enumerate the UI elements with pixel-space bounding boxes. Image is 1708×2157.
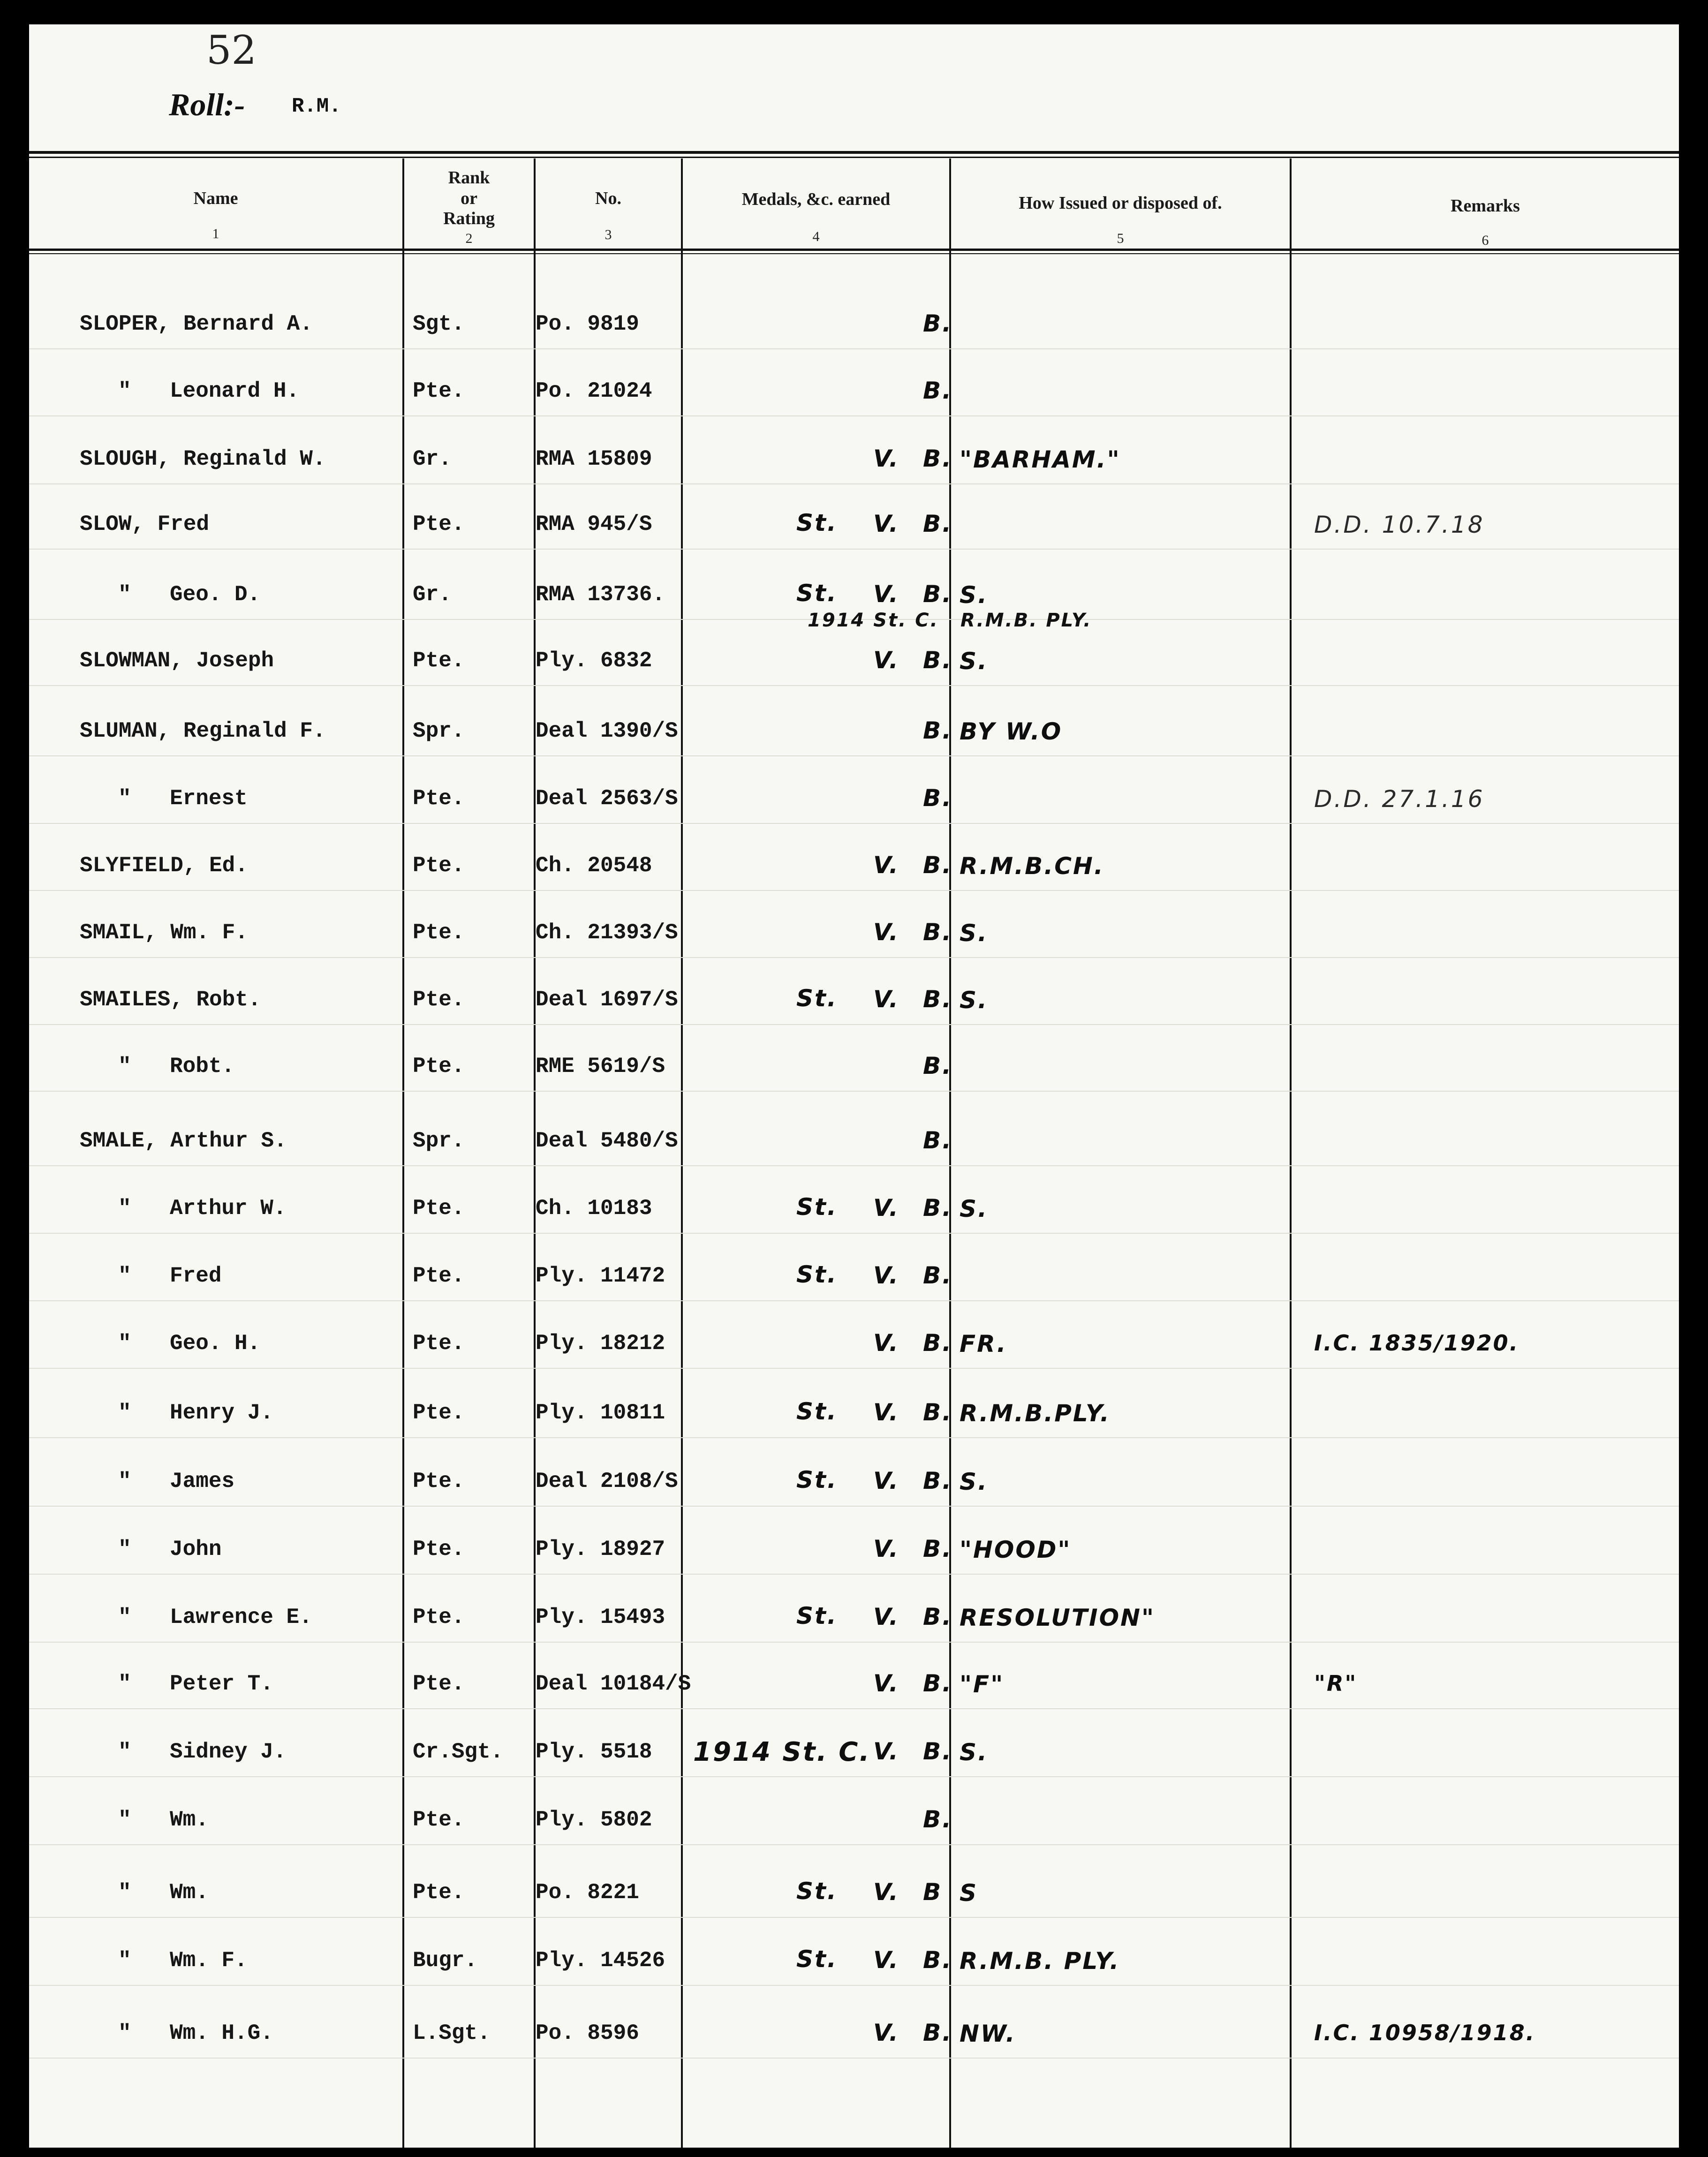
- entry-name: ": [118, 1401, 131, 1425]
- medal-victory: V.: [873, 1194, 899, 1222]
- entry-given-name: Wm.: [170, 1880, 209, 1905]
- medal-star: 1914 St. C.: [693, 1737, 871, 1767]
- medal-british: B.: [923, 1946, 953, 1974]
- entry-rank: Pte.: [413, 1672, 465, 1696]
- how-issued: NW.: [960, 2020, 1016, 2047]
- medal-star: St.: [796, 985, 838, 1012]
- entry-service-number: Deal 2108/S: [536, 1469, 678, 1493]
- remarks: "R": [1314, 1671, 1358, 1696]
- ruled-line: [29, 1844, 1679, 1845]
- how-issued: S.: [960, 987, 989, 1014]
- medal-victory: V.: [873, 1535, 899, 1562]
- ruled-line: [29, 1776, 1679, 1777]
- entry-rank: Pte.: [413, 1401, 465, 1425]
- entry-name: ": [118, 1880, 131, 1905]
- ruled-line: [29, 1368, 1679, 1369]
- rank-header-line: Rating: [443, 209, 495, 229]
- entry-rank: Pte.: [413, 786, 465, 811]
- column-number: 1: [212, 226, 219, 241]
- medal-star: St.: [796, 1261, 838, 1288]
- entry-service-number: Ply. 15493: [536, 1605, 665, 1629]
- entry-name: ": [118, 379, 131, 403]
- entry-name: ": [118, 582, 131, 607]
- medal-victory: V.: [873, 1603, 899, 1630]
- header-bottom-rule-thin: [29, 253, 1679, 254]
- ruled-line: [29, 348, 1679, 349]
- column-number: 2: [465, 231, 473, 246]
- column-number: 4: [812, 229, 820, 244]
- ruled-line: [29, 823, 1679, 824]
- entry-rank: Pte.: [413, 1331, 465, 1356]
- entry-name: SLYFIELD, Ed.: [80, 853, 248, 878]
- column-number: 6: [1481, 233, 1489, 248]
- medal-british: B.: [923, 852, 953, 879]
- entry-rank: Cr.Sgt.: [413, 1740, 504, 1764]
- how-issued: "F": [960, 1671, 1005, 1698]
- roll-label: Roll:-: [169, 87, 245, 122]
- entry-given-name: Wm. F.: [170, 1948, 248, 1973]
- entry-service-number: RMA 15809: [536, 447, 652, 471]
- medal-star: St.: [796, 580, 838, 607]
- entry-name: ": [118, 1740, 131, 1764]
- entry-service-number: Deal 10184/S: [536, 1672, 691, 1696]
- ruled-line: [29, 1708, 1679, 1709]
- entry-service-number: Ch. 20548: [536, 853, 652, 878]
- medal-british: B.: [923, 1127, 953, 1154]
- medal-british: B.: [923, 986, 953, 1013]
- column-number: 5: [1117, 231, 1124, 246]
- entry-service-number: RMA 945/S: [536, 512, 652, 536]
- remarks: D.D. 10.7.18: [1314, 511, 1485, 538]
- medal-victory: V.: [873, 445, 899, 472]
- ruled-line: [29, 1506, 1679, 1507]
- entry-name: SLOWMAN, Joseph: [80, 649, 274, 673]
- how-issued: S.: [960, 1195, 989, 1222]
- medal-victory: V.: [873, 1399, 899, 1426]
- entry-service-number: Po. 8596: [536, 2021, 639, 2045]
- entry-rank: Gr.: [413, 582, 452, 607]
- top-rule: [29, 151, 1679, 154]
- entry-rank: Pte.: [413, 1196, 465, 1221]
- medal-victory: V.: [873, 1329, 899, 1357]
- entry-service-number: Deal 1697/S: [536, 988, 678, 1012]
- entry-given-name: Lawrence E.: [170, 1605, 312, 1629]
- entry-rank: Pte.: [413, 1537, 465, 1561]
- how-issued: S.: [960, 920, 989, 947]
- ruled-line: [29, 685, 1679, 686]
- entry-given-name: Sidney J.: [170, 1740, 287, 1764]
- ruled-line: [29, 1091, 1679, 1092]
- entry-rank: Pte.: [413, 649, 465, 673]
- entry-service-number: RME 5619/S: [536, 1054, 665, 1078]
- column-number: 3: [605, 227, 612, 242]
- medal-star: St.: [796, 1398, 838, 1425]
- entry-given-name: Leonard H.: [170, 379, 300, 403]
- entry-name: ": [118, 1605, 131, 1629]
- entry-name: ": [118, 786, 131, 811]
- entry-service-number: Deal 1390/S: [536, 719, 678, 743]
- ruled-line: [29, 415, 1679, 416]
- entry-given-name: Arthur W.: [170, 1196, 287, 1221]
- entry-name: SLOPER, Bernard A.: [80, 312, 313, 336]
- entry-name: ": [118, 1331, 131, 1356]
- column-header-remarks: Remarks: [1451, 196, 1520, 216]
- column-header-name: Name: [193, 189, 238, 208]
- entry-service-number: Ply. 5518: [536, 1740, 652, 1764]
- medal-british: B.: [923, 1052, 953, 1079]
- header-bottom-rule: [29, 249, 1679, 251]
- medal-british: B.: [923, 1467, 953, 1494]
- ruled-line: [29, 957, 1679, 958]
- entry-rank: Spr.: [413, 1129, 465, 1153]
- entry-service-number: Po. 9819: [536, 312, 639, 336]
- medal-british: B.: [923, 1603, 953, 1630]
- entry-name: SMALE, Arthur S.: [80, 1129, 287, 1153]
- entry-rank: Sgt.: [413, 312, 465, 336]
- column-divider: [1290, 158, 1292, 2148]
- how-issued: S.: [960, 1739, 989, 1766]
- entry-service-number: Deal 2563/S: [536, 786, 678, 811]
- ruled-line: [29, 755, 1679, 756]
- medal-british: B.: [923, 1329, 953, 1357]
- entry-service-number: Po. 21024: [536, 379, 652, 403]
- medal-victory: V.: [873, 510, 899, 537]
- medal-star: St.: [796, 1946, 838, 1973]
- how-issued: FR.: [960, 1330, 1007, 1358]
- how-issued: S.: [960, 648, 989, 675]
- entry-rank: Pte.: [413, 1808, 465, 1832]
- medal-british: B.: [923, 377, 953, 404]
- ruled-line: [29, 1233, 1679, 1234]
- column-divider: [402, 158, 404, 2148]
- medal-british: B.: [923, 1194, 953, 1222]
- entry-rank: L.Sgt.: [413, 2021, 491, 2045]
- roll-page: [29, 24, 1679, 2148]
- medal-victory: V.: [873, 1670, 899, 1697]
- entry-service-number: Ch. 21393/S: [536, 920, 678, 945]
- medal-star: St.: [796, 1193, 838, 1221]
- medal-british: B.: [923, 1806, 953, 1833]
- medal-victory: V.: [873, 1262, 899, 1289]
- entry-name: ": [118, 1054, 131, 1078]
- how-issued-extra: R.M.B. PLY.: [960, 610, 1092, 631]
- column-divider: [681, 158, 683, 2148]
- entry-service-number: Deal 5480/S: [536, 1129, 678, 1153]
- entry-rank: Pte.: [413, 379, 465, 403]
- medal-british: B.: [923, 445, 953, 472]
- entry-rank: Pte.: [413, 1469, 465, 1493]
- medal-victory: V.: [873, 919, 899, 946]
- entry-rank: Pte.: [413, 512, 465, 536]
- entry-name: ": [118, 1808, 131, 1832]
- entry-rank: Pte.: [413, 1054, 465, 1078]
- entry-name: SLOW, Fred: [80, 512, 210, 536]
- entry-service-number: Ply. 6832: [536, 649, 652, 673]
- entry-service-number: Ch. 10183: [536, 1196, 652, 1221]
- ruled-line: [29, 1024, 1679, 1025]
- entry-given-name: Wm.: [170, 1808, 209, 1832]
- medal-british: B.: [923, 581, 953, 608]
- how-issued: "BARHAM.": [960, 446, 1121, 473]
- medal-victory: V.: [873, 852, 899, 879]
- entry-rank: Pte.: [413, 1264, 465, 1288]
- how-issued: S.: [960, 1468, 989, 1495]
- roll-value: R.M.: [292, 95, 341, 118]
- entry-rank: Bugr.: [413, 1948, 478, 1973]
- entry-name: ": [118, 1537, 131, 1561]
- entry-given-name: Geo. D.: [170, 582, 261, 607]
- how-issued: BY W.O: [960, 718, 1063, 745]
- medal-victory: V.: [873, 581, 899, 608]
- ruled-line: [29, 2058, 1679, 2059]
- entry-service-number: Ply. 11472: [536, 1264, 665, 1288]
- top-rule-thin: [29, 157, 1679, 158]
- ruled-line: [29, 1917, 1679, 1918]
- how-issued: "HOOD": [960, 1536, 1072, 1563]
- medal-victory: V.: [873, 647, 899, 674]
- entry-rank: Pte.: [413, 920, 465, 945]
- entry-name: ": [118, 1672, 131, 1696]
- entry-rank: Pte.: [413, 988, 465, 1012]
- entry-name: ": [118, 1469, 131, 1493]
- ruled-line: [29, 483, 1679, 484]
- entry-service-number: Ply. 18212: [536, 1331, 665, 1356]
- medal-british: B.: [923, 1738, 953, 1765]
- how-issued: R.M.B. PLY.: [960, 1947, 1120, 1975]
- medal-victory: V.: [873, 1878, 899, 1906]
- rank-header-line: Rank: [448, 168, 490, 188]
- medal-british: B.: [923, 1399, 953, 1426]
- entry-service-number: Po. 8221: [536, 1880, 639, 1905]
- medal-british: B.: [923, 2019, 953, 2046]
- entry-name: SLOUGH, Reginald W.: [80, 447, 326, 471]
- medal-british: B.: [923, 919, 953, 946]
- medal-victory: V.: [873, 986, 899, 1013]
- entry-given-name: Fred: [170, 1264, 222, 1288]
- medal-british: B: [923, 1878, 943, 1906]
- ruled-line: [29, 1574, 1679, 1575]
- entry-service-number: Ply. 14526: [536, 1948, 665, 1973]
- column-header-issued: How Issued or disposed of.: [1019, 193, 1222, 213]
- page-number: 52: [206, 27, 257, 73]
- ruled-line: [29, 890, 1679, 891]
- ruled-line: [29, 1437, 1679, 1438]
- medal-star: St.: [796, 1602, 838, 1629]
- medal-victory: V.: [873, 2019, 899, 2046]
- entry-rank: Pte.: [413, 853, 465, 878]
- remarks: I.C. 10958/1918.: [1314, 2020, 1536, 2045]
- ruled-line: [29, 1985, 1679, 1986]
- ruled-line: [29, 1165, 1679, 1166]
- entry-service-number: Ply. 10811: [536, 1401, 665, 1425]
- entry-rank: Gr.: [413, 447, 452, 471]
- entry-rank: Spr.: [413, 719, 465, 743]
- how-issued: RESOLUTION": [960, 1604, 1156, 1631]
- entry-rank: Pte.: [413, 1605, 465, 1629]
- how-issued: R.M.B.CH.: [960, 852, 1104, 880]
- column-header-rank: [404, 168, 534, 229]
- entry-given-name: Henry J.: [170, 1401, 273, 1425]
- entry-name: ": [118, 1264, 131, 1288]
- medal-british: B.: [923, 1535, 953, 1562]
- entry-service-number: Ply. 5802: [536, 1808, 652, 1832]
- medal-victory: V.: [873, 1467, 899, 1494]
- medal-star: St.: [796, 1466, 838, 1493]
- column-header-medals: Medals, &c. earned: [741, 189, 891, 209]
- entry-name: ": [118, 2021, 131, 2045]
- rank-header-line: or: [461, 188, 477, 208]
- entry-given-name: Geo. H.: [170, 1331, 261, 1356]
- how-issued: S: [960, 1879, 978, 1907]
- entry-name: SMAIL, Wm. F.: [80, 920, 248, 945]
- entry-name: SLUMAN, Reginald F.: [80, 719, 326, 743]
- entry-given-name: Robt.: [170, 1054, 235, 1078]
- ruled-line: [29, 549, 1679, 550]
- medal-1914-star: 1914 St. C.: [808, 610, 939, 631]
- medal-british: B.: [923, 510, 953, 537]
- medal-star: St.: [796, 509, 838, 536]
- medal-victory: V.: [873, 1738, 899, 1765]
- medal-british: B.: [923, 784, 953, 812]
- entry-service-number: RMA 13736.: [536, 582, 665, 607]
- medal-british: B.: [923, 310, 953, 337]
- how-issued: S.: [960, 581, 989, 609]
- medal-british: B.: [923, 717, 953, 744]
- how-issued: R.M.B.PLY.: [960, 1400, 1111, 1427]
- entry-given-name: John: [170, 1537, 222, 1561]
- entry-given-name: Peter T.: [170, 1672, 273, 1696]
- entry-name: ": [118, 1196, 131, 1221]
- ruled-line: [29, 1642, 1679, 1643]
- entry-given-name: Ernest: [170, 786, 248, 811]
- remarks: I.C. 1835/1920.: [1314, 1330, 1519, 1356]
- entry-given-name: James: [170, 1469, 235, 1493]
- remarks: D.D. 27.1.16: [1314, 785, 1485, 813]
- medal-british: B.: [923, 1262, 953, 1289]
- entry-service-number: Ply. 18927: [536, 1537, 665, 1561]
- ruled-line: [29, 1300, 1679, 1301]
- medal-victory: V.: [873, 1946, 899, 1974]
- medal-star: St.: [796, 1878, 838, 1905]
- column-header-number: No.: [595, 189, 621, 208]
- medal-british: B.: [923, 1670, 953, 1697]
- entry-given-name: Wm. H.G.: [170, 2021, 273, 2045]
- entry-name: SMAILES, Robt.: [80, 988, 261, 1012]
- entry-name: ": [118, 1948, 131, 1973]
- entry-rank: Pte.: [413, 1880, 465, 1905]
- medal-british: B.: [923, 647, 953, 674]
